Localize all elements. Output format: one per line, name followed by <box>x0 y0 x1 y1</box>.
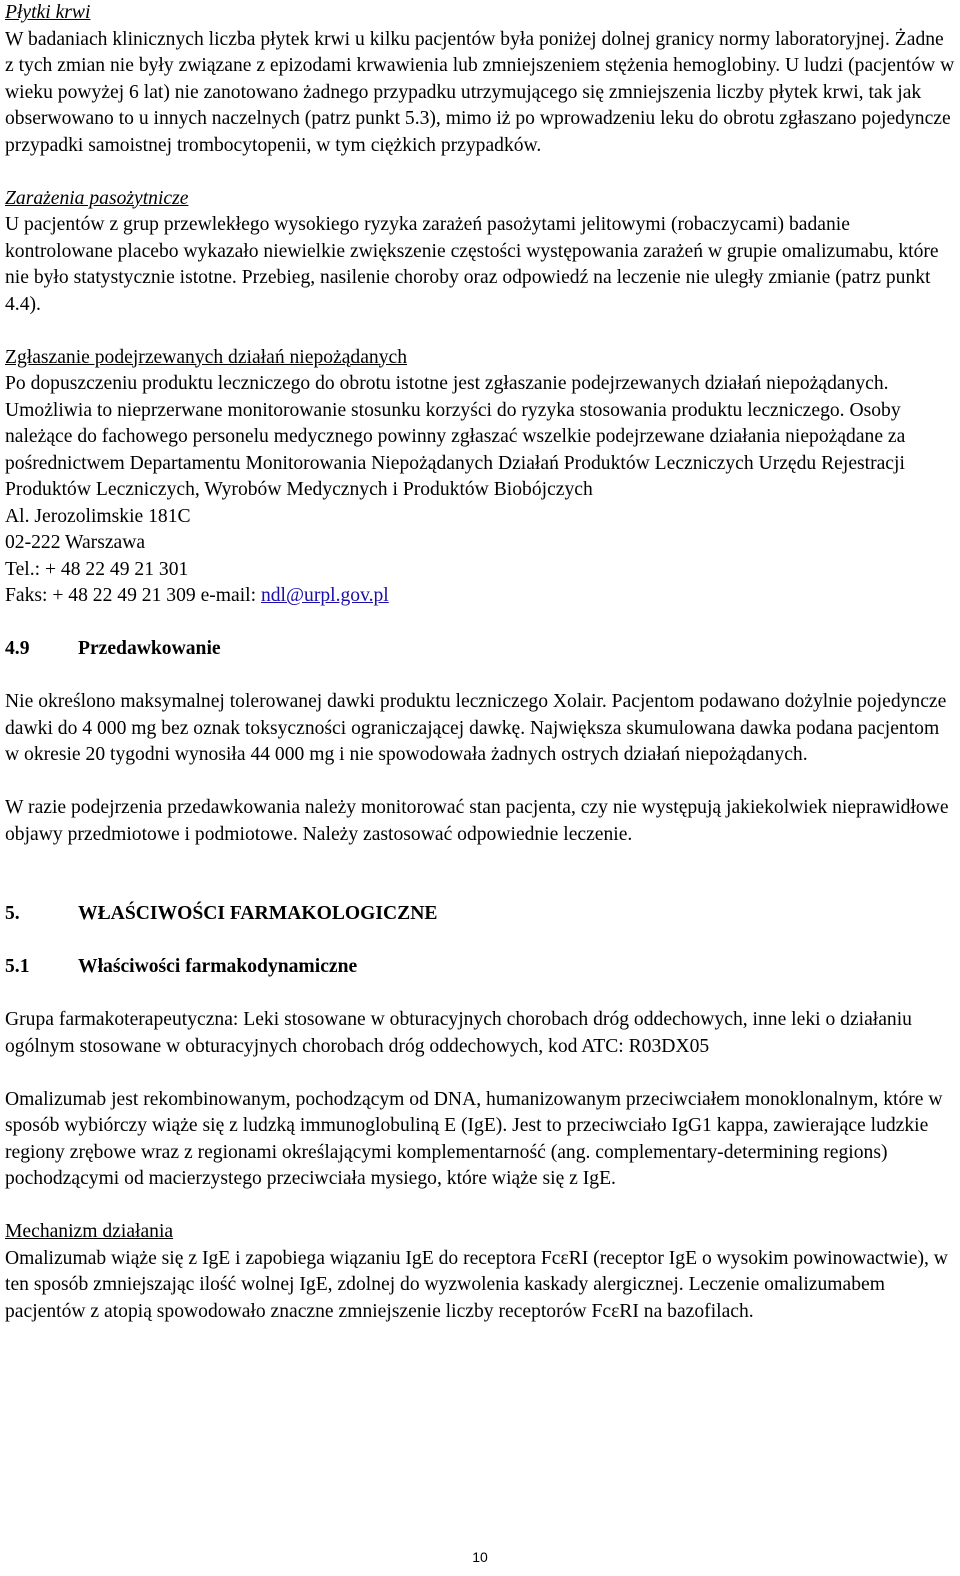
heading-title: WŁAŚCIWOŚCI FARMAKOLOGICZNE <box>78 903 438 924</box>
paragraph: Omalizumab jest rekombinowanym, pochodzącym od DNA, humanizowanym przeciwciałem monoklonalnym, które w sposób wybiórczy wiąże się z ludzką immunoglobuliną E (IgE). Jest to przeciwciało IgG1 kappa, zawierające ludzkie regiony zrębowe wraz z regionami określającymi komplementarność (ang. complementary-determining regions) pochodzącymi od macierzystego przeciwciała mysiego, które wiąże się z IgE. <box>5 1088 943 1189</box>
heading-title: Właściwości farmakodynamiczne <box>78 956 358 977</box>
paragraph: U pacjentów z grup przewlekłego wysokiego ryzyka zarażeń pasożytami jelitowymi (robaczycami) badanie kontrolowane placebo wykazało niewielkie zwiększenie częstości występowania zarażeń w grupie omalizumabu, które nie było statystycznie istotne. Przebieg, nasilenie choroby oraz odpowiedź na leczenie nie uległy zmianie (patrz punkt 4.4). <box>5 214 939 315</box>
section-reporting <box>5 345 955 610</box>
fax-text: Faks: + 48 22 49 21 309 e-mail: <box>5 585 261 606</box>
section-heading: Zgłaszanie podejrzewanych działań niepożądanych <box>5 346 408 368</box>
address-street: Al. Jerozolimskie 181C <box>5 505 191 527</box>
paragraph: Po dopuszczeniu produktu leczniczego do obrotu istotne jest zgłaszanie podejrzewanych działań niepożądanych. Umożliwia to nieprzerwane monitorowanie stosunku korzyści do ryzyka stosowania produktu leczniczego. Osoby należące do fachowego personelu medycznego powinny zgłaszać wszelkie podejrzewane działania niepożądane za pośrednictwem Departamentu Monitorowania Niepożądanych Działań Produktów Leczniczych Urzędu Rejestracji Produktów Leczniczych, Wyrobów Medycznych i Produktów Biobójczych <box>5 373 906 500</box>
heading-number: 4.9 <box>5 638 30 659</box>
email-link[interactable]: ndl@urpl.gov.pl <box>260 585 389 606</box>
heading-4-9 <box>5 636 955 663</box>
section-platelets <box>5 0 955 159</box>
section-parasites <box>5 186 955 319</box>
section-mechanism <box>5 1219 955 1325</box>
section-heading: Zarażenia pasożytnicze <box>5 187 189 209</box>
fax-line <box>5 583 955 610</box>
phone-number: Tel.: + 48 22 49 21 301 <box>5 558 189 580</box>
page-number: 10 <box>472 1549 488 1565</box>
paragraph: W razie podejrzenia przedawkowania należy monitorować stan pacjenta, czy nie występują jakiekolwiek nieprawidłowe objawy przedmiotowe i podmiotowe. Należy zastosować odpowiednie leczenie. <box>5 797 949 845</box>
heading-number: 5. <box>5 903 20 924</box>
paragraph: Nie określono maksymalnej tolerowanej dawki produktu leczniczego Xolair. Pacjentom podawano dożylnie pojedyncze dawki do 4 000 mg bez oznak toksyczności ograniczającej dawkę. Największa skumulowana dawka podana pacjentom w okresie 20 tygodni wynosiła 44 000 mg i nie spowodowała żadnych ostrych działań niepożądanych. <box>5 691 947 765</box>
section-heading: Mechanizm działania <box>5 1221 174 1242</box>
heading-5-1 <box>5 954 955 981</box>
section-heading: Płytki krwi <box>5 2 91 23</box>
heading-5 <box>5 901 955 928</box>
heading-number: 5.1 <box>5 956 30 977</box>
address-city: 02-222 Warszawa <box>5 532 146 553</box>
heading-title: Przedawkowanie <box>78 638 221 659</box>
paragraph: Grupa farmakoterapeutyczna: Leki stosowane w obturacyjnych chorobach dróg oddechowych, inne leki o działaniu ogólnym stosowane w obturacyjnych chorobach dróg oddechowych, kod ATC: R03DX05 <box>5 1009 912 1057</box>
paragraph: W badaniach klinicznych liczba płytek krwi u kilku pacjentów była poniżej dolnej granicy normy laboratoryjnej. Żadne z tych zmian nie były związane z epizodami krwawienia lub zmniejszeniem stężenia hemoglobiny. U ludzi (pacjentów w wieku powyżej 6 lat) nie zanotowano żadnego przypadku utrzymującego się zmniejszenia liczby płytek krwi, tak jak obserwowano to u innych naczelnych (patrz punkt 5.3), mimo iż po wprowadzeniu leku do obrotu zgłaszano pojedyncze przypadki samoistnej trombocytopenii, w tym ciężkich przypadków. <box>5 28 955 156</box>
paragraph: Omalizumab wiąże się z IgE i zapobiega wiązaniu IgE do receptora FcεRI (receptor IgE o wysokim powinowactwie), w ten sposób zmniejszając ilość wolnej IgE, zdolnej do wyzwolenia kaskady alergicznej. Leczenie omalizumabem pacjentów z atopią spowodowało znaczne zmniejszenie liczby receptorów FcεRI na bazofilach. <box>5 1247 948 1322</box>
